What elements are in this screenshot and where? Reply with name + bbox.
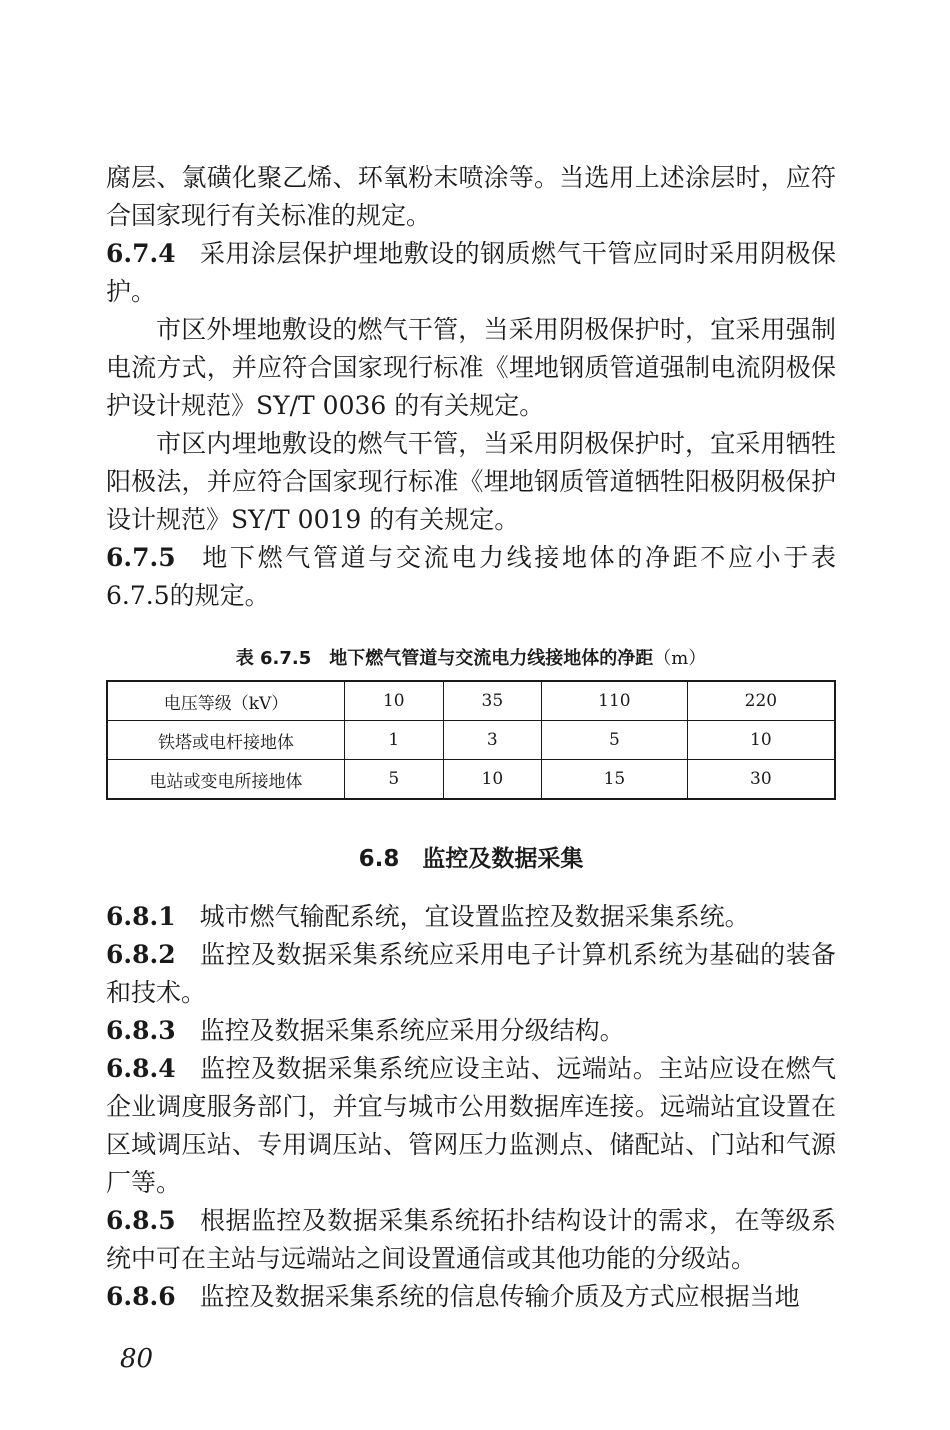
clause-number: 6.8.4 (106, 1054, 176, 1083)
clause-text: 城市燃气输配系统，宜设置监控及数据采集系统。 (199, 902, 750, 931)
row-label-cell: 铁塔或电杆接地体 (107, 721, 345, 760)
table-cell: 1 (345, 721, 444, 760)
clearance-table-body (107, 681, 835, 799)
table-row (107, 721, 835, 760)
text-block-top (106, 159, 836, 615)
table-cell: 15 (542, 760, 688, 800)
clause-6-8-4 (106, 1050, 836, 1202)
text-block-bottom (106, 898, 836, 1316)
table-cell: 30 (687, 760, 835, 800)
table-row (107, 760, 835, 800)
clause-6-7-4 (106, 235, 836, 311)
clause-number: 6.7.5 (106, 543, 176, 572)
table-row (107, 681, 835, 721)
clause-number: 6.7.4 (106, 239, 176, 268)
clause-number: 6.8.6 (106, 1282, 176, 1311)
table-cell: 5 (345, 760, 444, 800)
table-cell: 10 (687, 721, 835, 760)
clause-6-8-1 (106, 898, 836, 936)
clause-6-8-3 (106, 1012, 836, 1050)
page-number: 80 (120, 1344, 154, 1374)
clause-text: 监控及数据采集系统应采用电子计算机系统为基础的装备和技术。 (106, 940, 836, 1007)
clause-number: 6.8.5 (106, 1206, 176, 1235)
table-cell: 110 (542, 681, 688, 721)
clause-number: 6.8.3 (106, 1016, 176, 1045)
row-label-cell: 电压等级（kV） (107, 681, 345, 721)
row-label-cell: 电站或变电所接地体 (107, 760, 345, 800)
table-cell: 5 (542, 721, 688, 760)
clause-text: 采用涂层保护埋地敷设的钢质燃气干管应同时采用阴极保护。 (106, 239, 836, 306)
table-cell: 3 (443, 721, 542, 760)
paragraph-outside-urban: 市区外埋地敷设的燃气干管，当采用阴极保护时，宜采用强制电流方式，并应符合国家现行标准《埋地钢质管道强制电流阴极保护设计规范》SY/T 0036 的有关规定。 (106, 315, 836, 420)
section-title: 6.8 监控及数据采集 (358, 846, 584, 872)
paragraph-inside-urban: 市区内埋地敷设的燃气干管，当采用阴极保护时，宜采用牺牲阳极法，并应符合国家现行标准《埋地钢质管道牺牲阳极阴极保护设计规范》SY/T 0019 的有关规定。 (106, 429, 836, 534)
paragraph-coating-continued: 腐层、氯磺化聚乙烯、环氧粉末喷涂等。当选用上述涂层时，应符合国家现行有关标准的规定。 (106, 163, 836, 230)
table-cell: 10 (345, 681, 444, 721)
clause-text: 监控及数据采集系统应设主站、远端站。主站应设在燃气企业调度服务部门，并宜与城市公用数据库连接。远端站宜设置在区域调压站、专用调压站、管网压力监测点、储配站、门站和气源厂等。 (106, 1054, 836, 1197)
clearance-table (106, 680, 836, 800)
clause-number: 6.8.1 (106, 902, 176, 931)
clause-text: 地下燃气管道与交流电力线接地体的净距不应小于表 6.7.5的规定。 (106, 543, 836, 610)
table-caption (106, 646, 836, 672)
clause-6-8-6 (106, 1278, 836, 1316)
clause-6-7-5 (106, 539, 836, 615)
clause-text: 监控及数据采集系统的信息传输介质及方式应根据当地 (199, 1282, 800, 1311)
table-caption-title: 表 6.7.5 地下燃气管道与交流电力线接地体的净距 (235, 648, 654, 669)
table-cell: 35 (443, 681, 542, 721)
table-cell: 220 (687, 681, 835, 721)
table-caption-unit: （m） (653, 648, 707, 669)
clause-6-8-5 (106, 1202, 836, 1278)
clause-text: 根据监控及数据采集系统拓扑结构设计的需求，在等级系统中可在主站与远端站之间设置通信或其他功能的分级站。 (106, 1206, 836, 1273)
table-cell: 10 (443, 760, 542, 800)
clause-number: 6.8.2 (106, 940, 176, 969)
clause-6-8-2 (106, 936, 836, 1012)
clause-text: 监控及数据采集系统应采用分级结构。 (199, 1016, 625, 1045)
